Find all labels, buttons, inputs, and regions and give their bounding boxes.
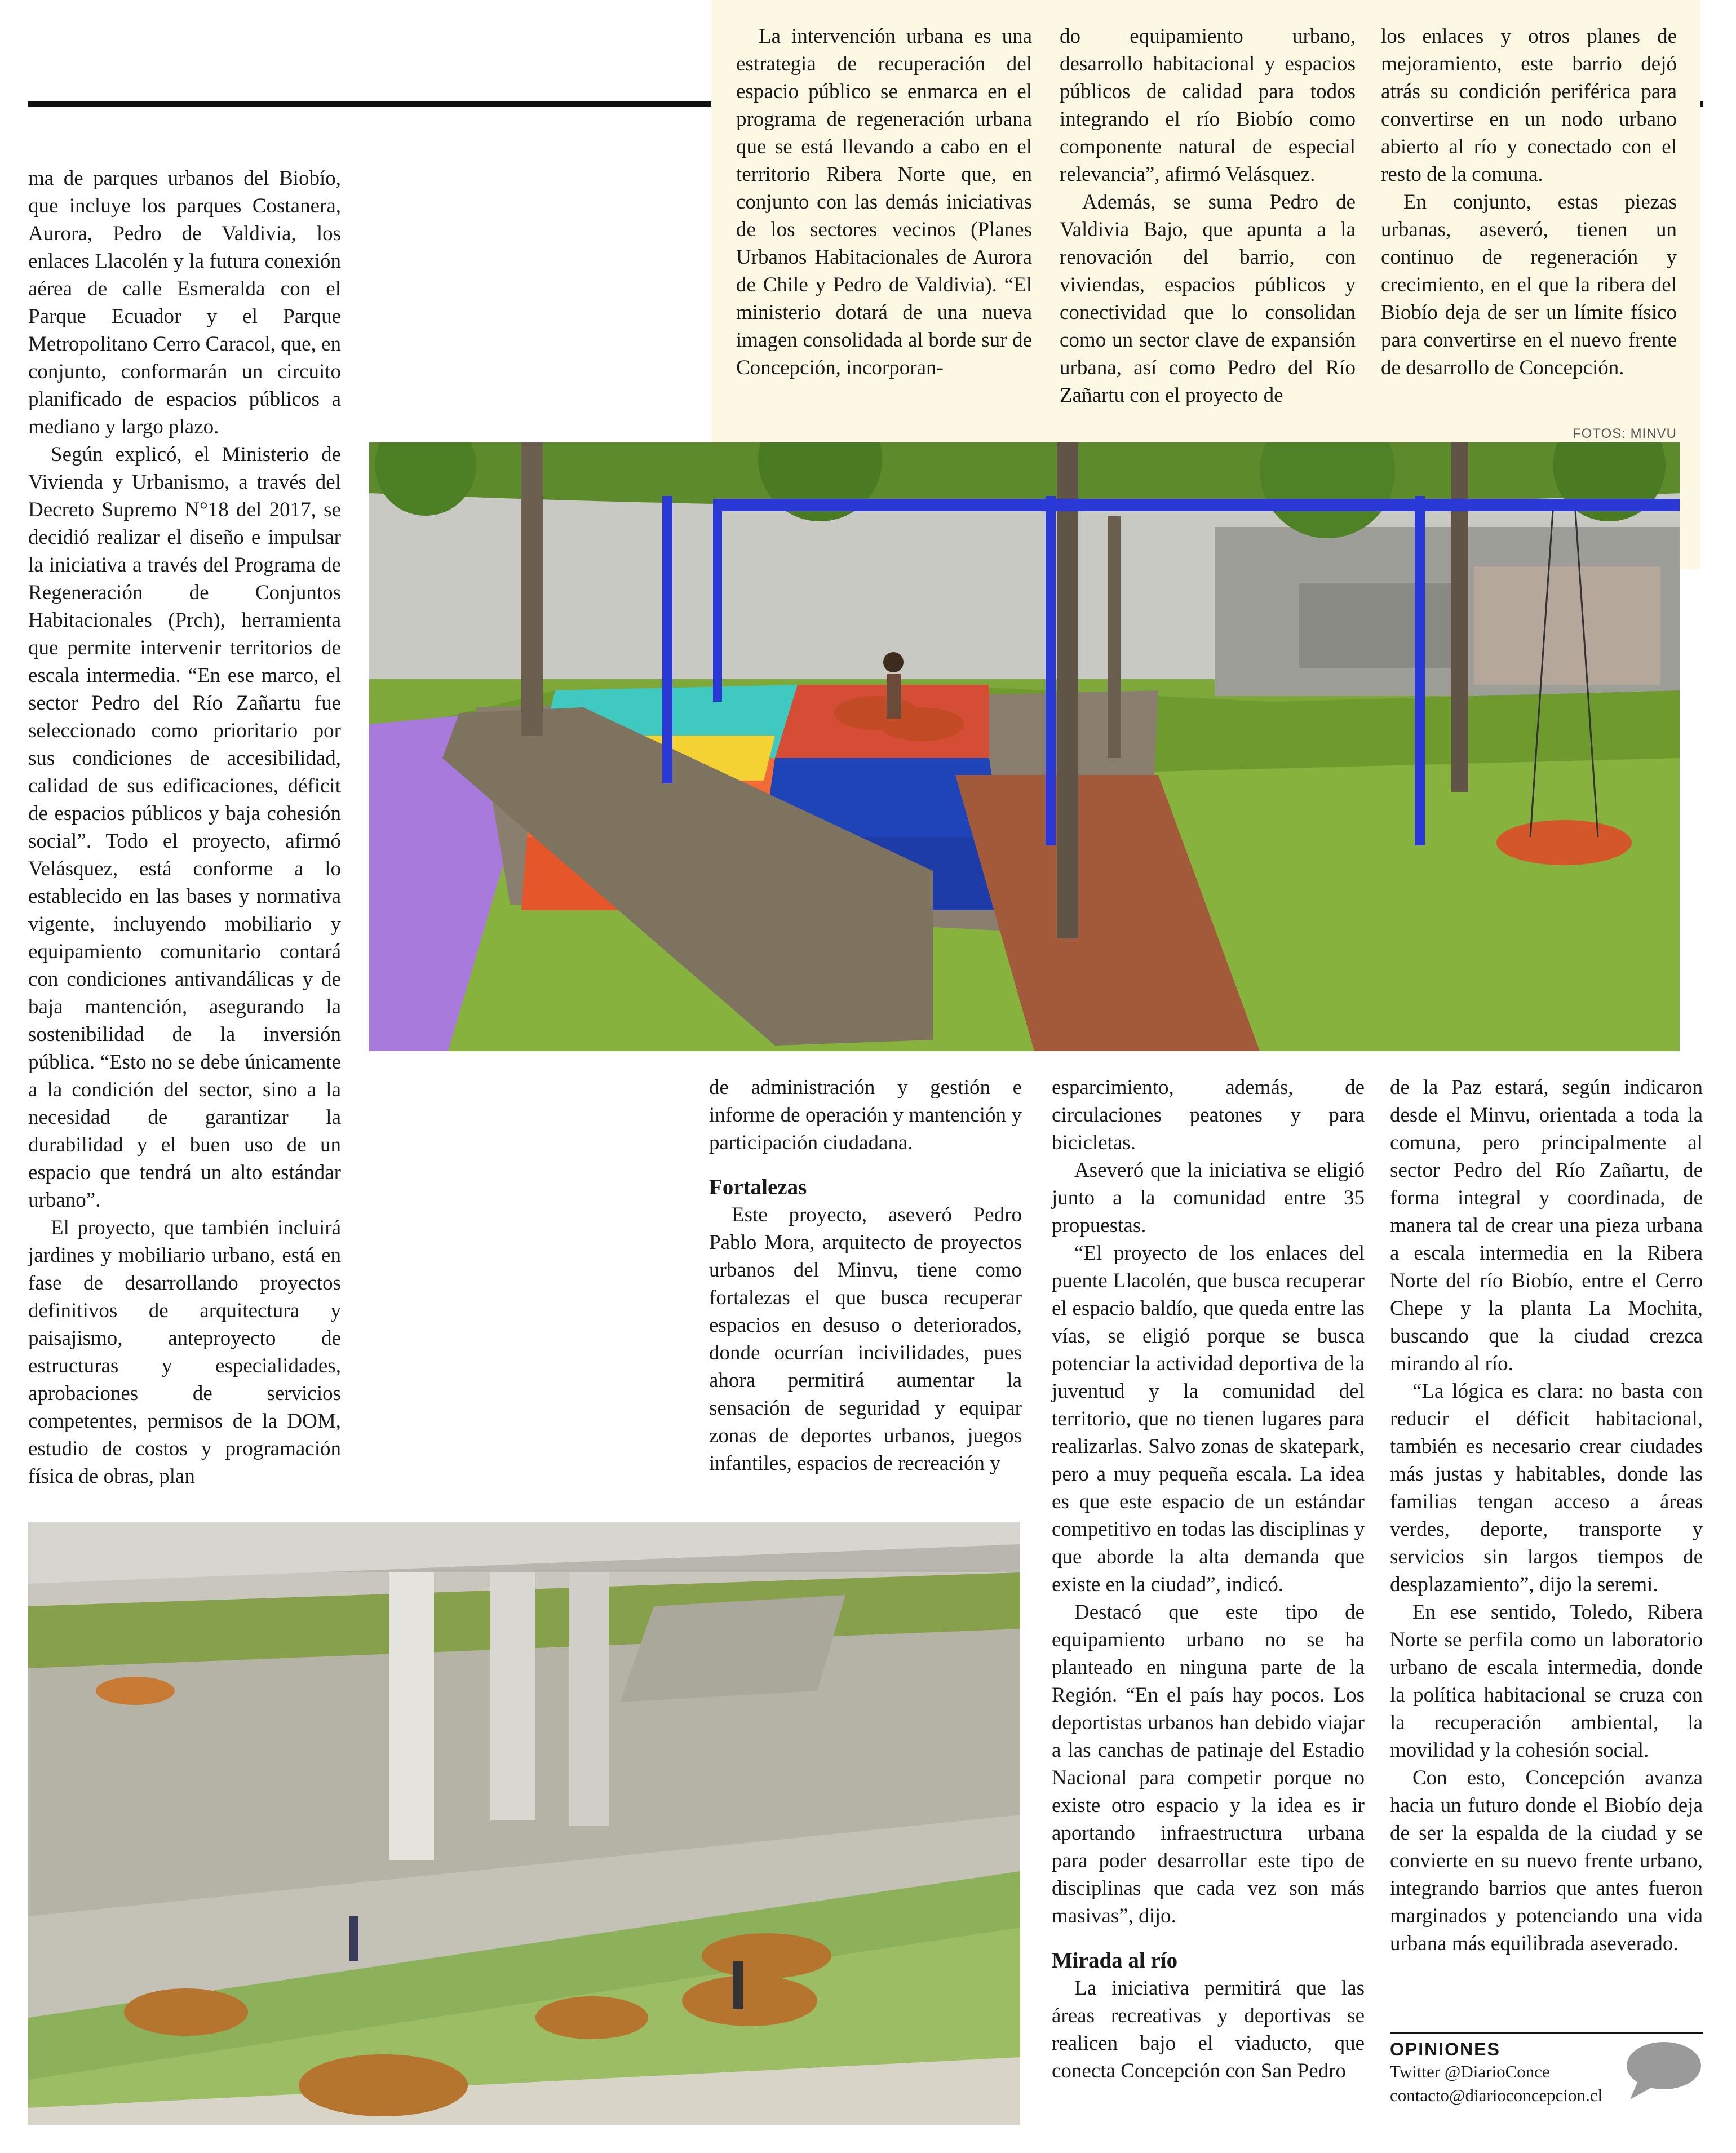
skatepark-render-image bbox=[28, 1522, 1020, 2125]
paragraph: ma de parques urbanos del Biobío, que incluye los parques Costanera, Aurora, Pedro de Valdivia, los enlaces Llacolén y la futura conexión aérea de calle Esmeralda con el Parque Ecuador y el Parque Metropolitano Cerro Caracol, que, en conjunto, conformarán un circuito planificado de espacios públicos a mediano y largo plazo. bbox=[28, 167, 341, 438]
paragraph: En ese sentido, Toledo, Ribera Norte se perfila como un laboratorio urbano de escala intermedia, donde la política habitacional se cruza con la recuperación ambiental, la movilidad y la cohesión social. bbox=[1390, 1601, 1703, 1762]
top-box-col1 bbox=[736, 23, 1032, 382]
paragraph: Según explicó, el Ministerio de Vivienda y Urbanismo, a través del Decreto Supremo N°18 del 2017, se decidió realizar el diseño e impulsar la iniciativa a través del Programa de Regeneración de Conjuntos Habitacionales (Prch), herramienta que permite intervenir territorios de escala intermedia. “En ese marco, el sector Pedro del Río Zañartu fue seleccionado como prioritario por sus condiciones de accesibilidad, calidad de sus edificaciones, déficit de espacios públicos y baja cohesión social”. Todo el proyecto, afirmó Velásquez, está conforme a lo establecido en las bases y normativa vigente, incluyendo mobiliario y equipamiento comunitario contará con condiciones antivandálicas y de baja mantención, asegurando la sostenibilidad de la inversión pública. “Esto no se debe únicamente a la condición del sector, sino a la necesidad de garantizar la durabilidad y el buen uso de un espacio que tendrá un alto estándar urbano”. bbox=[28, 443, 341, 1212]
paragraph: El proyecto, que también incluirá jardines y mobiliario urbano, está en fase de desarrollando proyectos definitivos de arquitectura y paisajismo, anteproyecto de estructuras y especialidades, aprobaciones de servicios competentes, permisos de la DOM, estudio de costos y programación física de obras, plan bbox=[28, 1216, 341, 1488]
paragraph: Con esto, Concepción avanza hacia un futuro donde el Biobío deja de ser la espalda de la ciudad y se convierte en su nuevo frente urbano, integrando barrios que antes fueron marginados y potenciando una vida urbana más equilibrada aseverado. bbox=[1390, 1766, 1703, 1955]
paragraph: esparcimiento, además, de circulaciones peatones y para bicicletas. bbox=[1052, 1076, 1365, 1154]
paragraph: Aseveró que la iniciativa se eligió junto a la comunidad entre 35 propuestas. bbox=[1052, 1159, 1365, 1237]
playground-render-image bbox=[369, 442, 1680, 1051]
contact-email[interactable]: contacto@diarioconcepcion.cl bbox=[1390, 2085, 1603, 2105]
column-4 bbox=[1390, 1074, 1703, 1957]
paragraph: de la Paz estará, según indicaron desde el Minvu, orientada a toda la comuna, pero principalmente al sector Pedro del Río Zañartu, de forma integral y coordinada, de manera tal de crear una pieza urbana a escala intermedia en la Ribera Norte del río Biobío, entre el Cerro Chepe y la planta La Mochita, buscando que la ciudad crezca mirando al río. bbox=[1390, 1076, 1703, 1375]
paragraph: “El proyecto de los enlaces del puente Llacolén, que busca recuperar el espacio baldío, que queda entre las vías, se eligió porque se busca potenciar la actividad deportiva de la juventud y la comunidad del territorio, que no tienen lugares para realizarlas. Salvo zonas de skatepark, pero a muy pequeña escala. La idea es que este espacio de un estándar competitivo en todas las disciplinas y que aborde la alta demanda que existe en la ciudad”, indicó. bbox=[1052, 1242, 1365, 1596]
opinions-title: OPINIONES bbox=[1390, 2039, 1500, 2059]
left-column bbox=[28, 165, 341, 1490]
section-heading: Mirada al río bbox=[1052, 1948, 1178, 1973]
paragraph: Además, se suma Pedro de Valdivia Bajo, que apunta a la renovación del barrio, con viviendas, espacios públicos y conectividad que lo consolidan como un sector clave de expansión urbana, así como Pedro del Río Zañartu con el proyecto de bbox=[1060, 191, 1356, 407]
paragraph: La intervención urbana es una estrategia de recuperación del espacio público se enmarca en el programa de regeneración urbana que se está llevando a cabo en el territorio Ribera Norte que, en conjunto con las demás iniciativas de los sectores vecinos (Planes Urbanos Habitacionales de Aurora de Chile y Pedro de Valdivia). “El ministerio dotará de una nueva imagen consolidada al borde sur de Concepción, incorporan- bbox=[736, 25, 1032, 379]
paragraph: La iniciativa permitirá que las áreas recreativas y deportivas se realicen bajo el viaducto, que conecta Concepción con San Pedro bbox=[1052, 1977, 1365, 2083]
paragraph: do equipamiento urbano, desarrollo habitacional y espacios públicos de calidad para todos integrando el río Biobío como componente natural de especial relevancia”, afirmó Velásquez. bbox=[1060, 25, 1356, 186]
photo-credit: FOTOS: MINVU bbox=[1573, 426, 1677, 441]
twitter-handle[interactable]: Twitter @DiarioConce bbox=[1390, 2062, 1550, 2081]
section-heading: Fortalezas bbox=[709, 1175, 807, 1199]
paragraph: Destacó que este tipo de equipamiento urbano no se ha planteado en ninguna parte de la Región. “En el país hay pocos. Los deportistas urbanos han debido viajar a las canchas de patinaje del Estadio Nacional para competir porque no existe otro espacio y la idea es ir aportando infraestructura urbana para poder desarrollar este tipo de disciplinas que cada vez son más masivas”, dijo. bbox=[1052, 1601, 1365, 1928]
opinions-rule bbox=[1390, 2032, 1703, 2034]
paragraph: En conjunto, estas piezas urbanas, aseveró, tienen un continuo de regeneración y crecimiento, en el que la ribera del Biobío deja de ser un límite físico para convertirse en el nuevo frente de desarrollo de Concepción. bbox=[1381, 191, 1677, 379]
paragraph: Este proyecto, aseveró Pedro Pablo Mora, arquitecto de proyectos urbanos del Minvu, tiene como fortalezas el que busca recuperar espacios en desuso o deteriorados, donde ocurrían incivilidades, pues ahora permitirá aumentar la sensación de seguridad y equipar zonas de deportes urbanos, juegos infantiles, espacios de recreación y bbox=[709, 1203, 1022, 1475]
top-box-col2 bbox=[1060, 23, 1356, 409]
paragraph: los enlaces y otros planes de mejoramiento, este barrio dejó atrás su condición periférica para convertirse en un nodo urbano abierto al río y conectado con el resto de la comuna. bbox=[1381, 25, 1677, 186]
paragraph: “La lógica es clara: no basta con reducir el déficit habitacional, también es necesario crear ciudades más justas y habitables, donde las familias tengan acceso a áreas verdes, deporte, transporte y servicios sin largos tiempos de desplazamiento”, dijo la seremi. bbox=[1390, 1380, 1703, 1596]
top-box-col3 bbox=[1381, 23, 1677, 382]
middle-column bbox=[709, 1074, 1022, 1477]
paragraph: de administración y gestión e informe de operación y mantención y participación ciudadana. bbox=[709, 1076, 1022, 1154]
speech-bubble-icon bbox=[1624, 2040, 1703, 2102]
column-3 bbox=[1052, 1074, 1365, 2085]
